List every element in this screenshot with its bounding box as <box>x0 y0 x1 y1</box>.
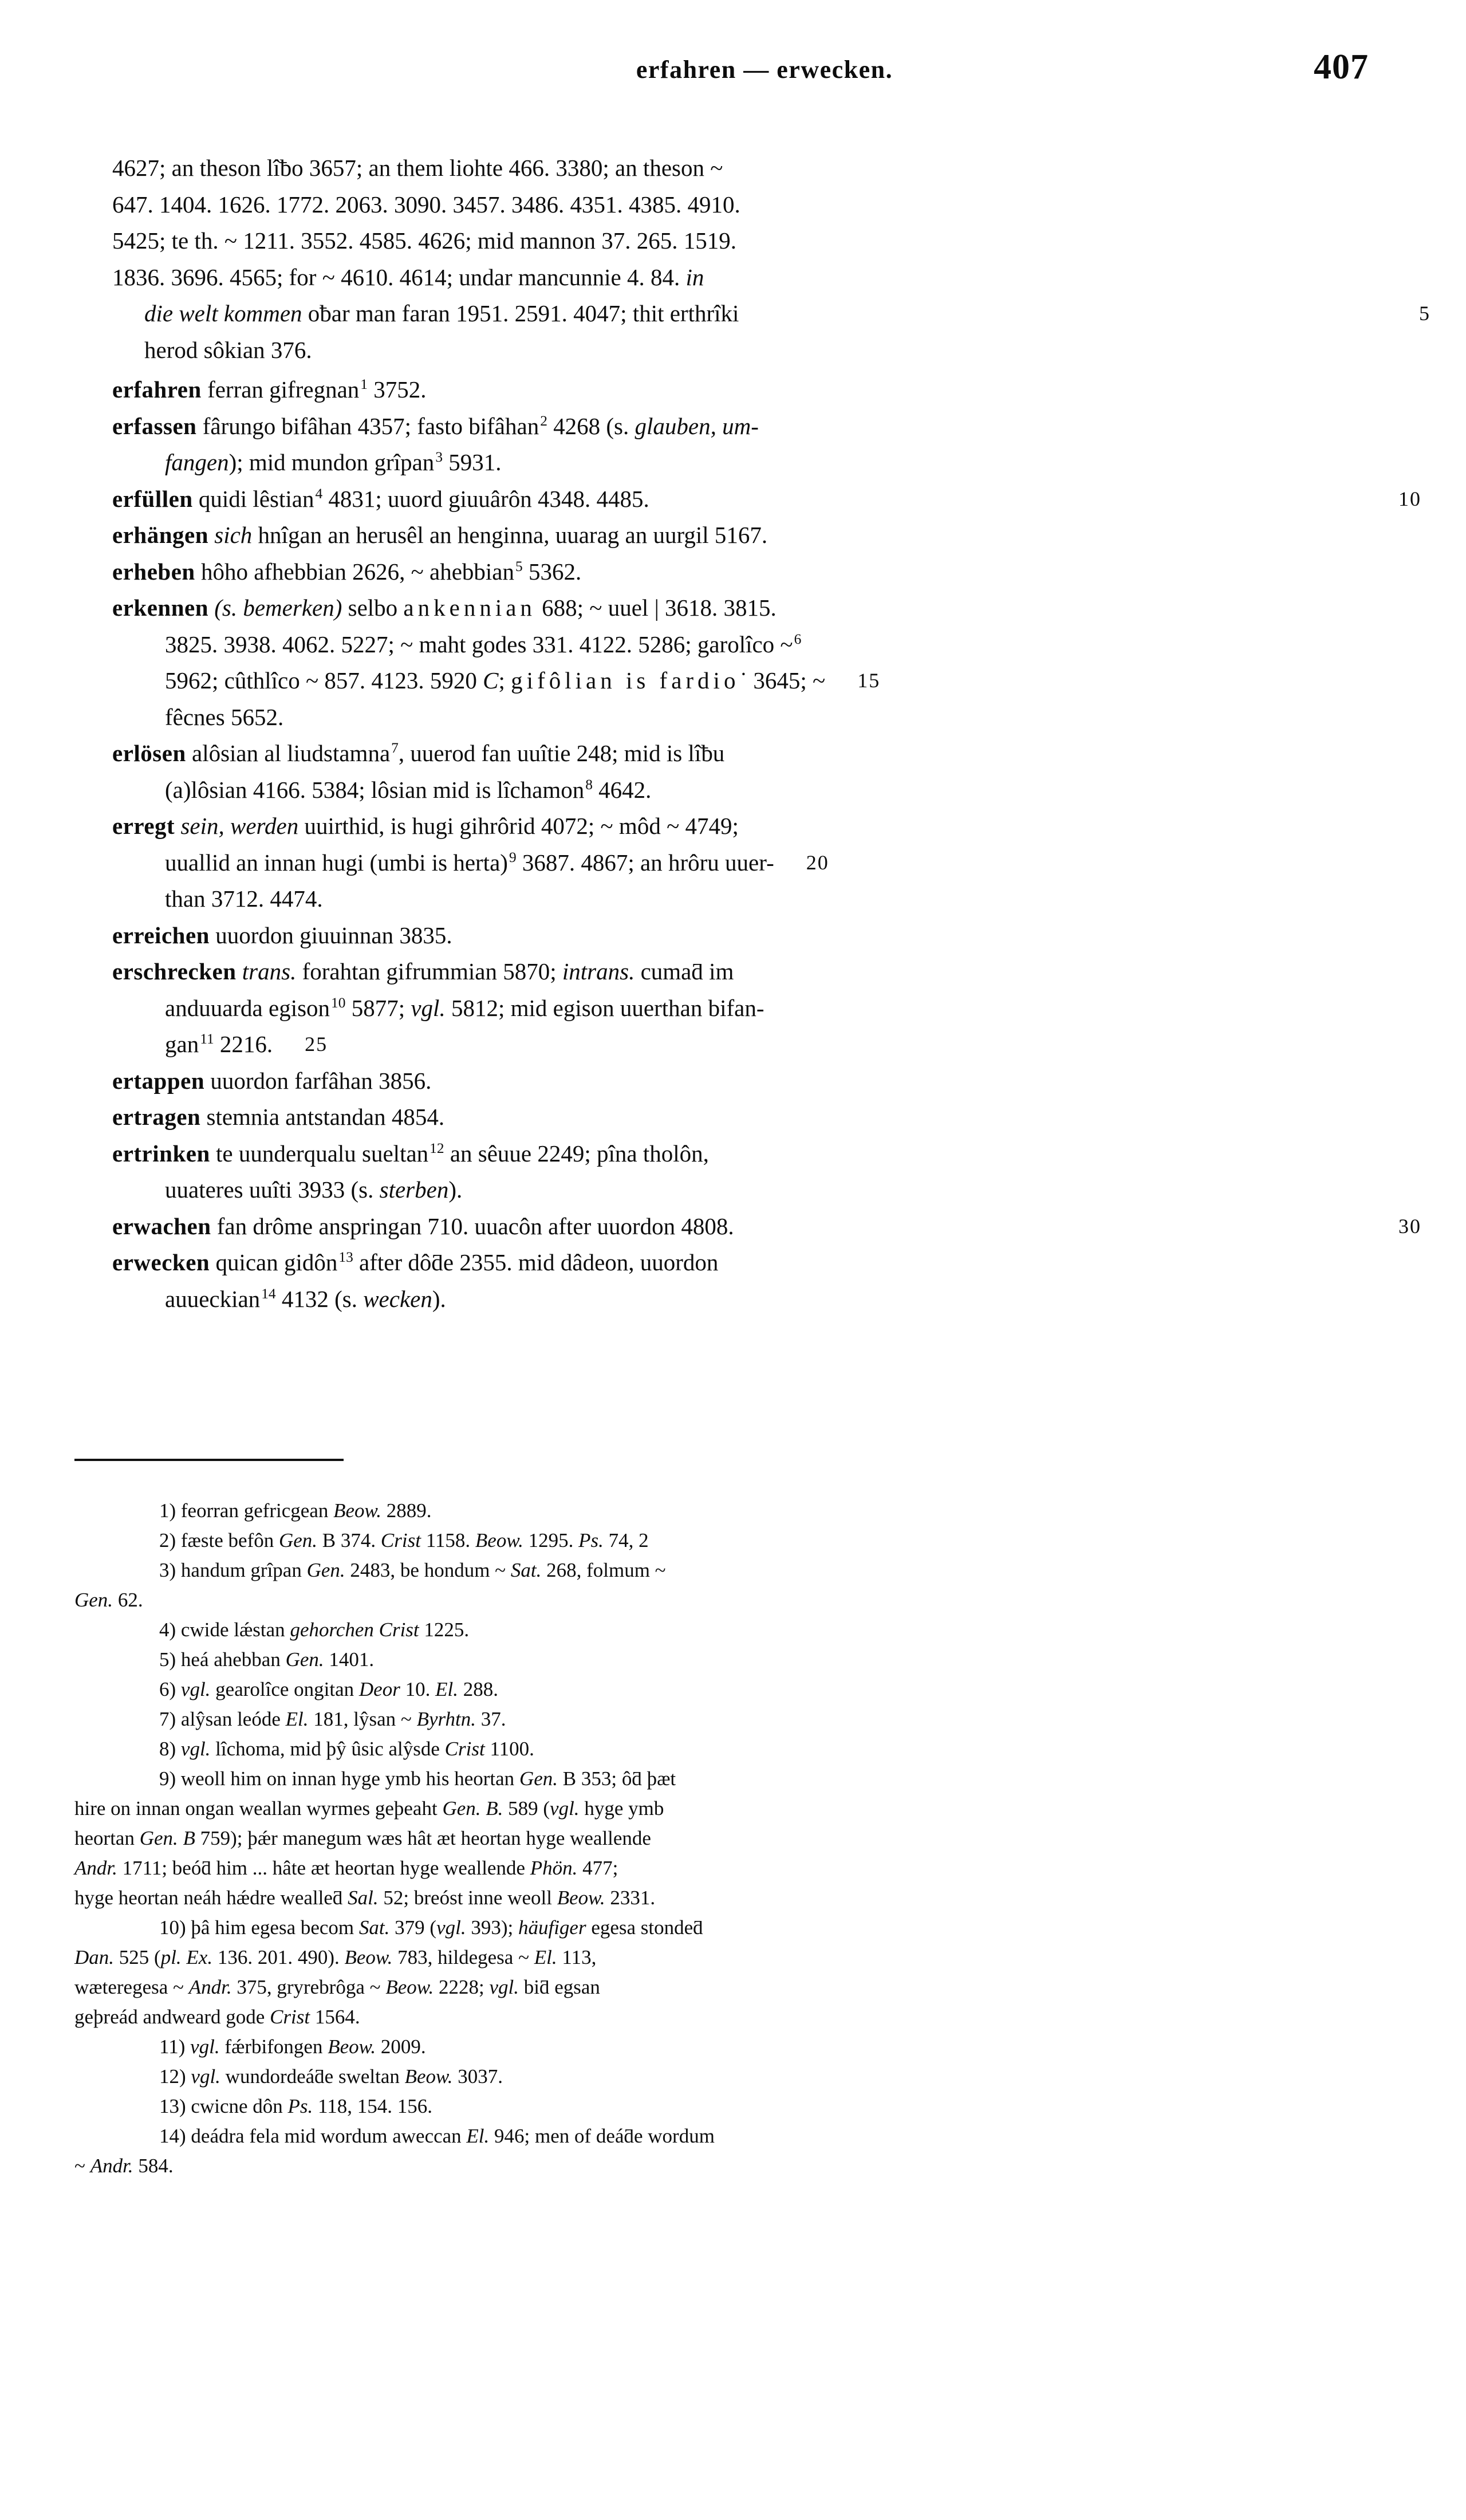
continuation-block <box>112 150 1430 368</box>
page-number: 407 <box>1314 48 1369 86</box>
footnote-text: 118, 154. 156. <box>313 2095 432 2117</box>
footnote-text: 783, hildegesa ~ <box>392 1946 534 1968</box>
footnote-ref[interactable]: 13 <box>338 1249 353 1266</box>
entry-italic: (s. bemerken) <box>208 594 342 621</box>
footnote-text: 1564. <box>310 2006 360 2028</box>
footnote-text: 2228; <box>434 1976 490 1998</box>
continuation-line <box>112 223 1366 259</box>
footnote-ref[interactable]: 6 <box>794 631 802 647</box>
entry-erschrecken: erschrecken trans. forahtan gifrummian 5870; intrans. cumaƌ im anduuarda egison$^{10}$ 5877; vgl. 5812; mid egison uuerthan bifan- gan$^{11}$ 2216. 25 <box>112 958 764 1057</box>
footnote-italic: Sat. <box>510 1559 542 1581</box>
footnote-text: 52; breóst inne weoll <box>378 1887 557 1909</box>
entry-italic: trans. <box>236 958 297 985</box>
page-title: erfahren — erwecken. <box>636 56 893 84</box>
footnote-text: feorran gefricgean <box>176 1499 334 1522</box>
footnote-text: wæteregesa ~ <box>74 1976 189 1998</box>
footnote-italic: El. <box>435 1678 458 1700</box>
entry-text: 688; ~ uuel | 3618. 3815. <box>535 594 777 621</box>
footnote-text: 113, <box>557 1946 597 1968</box>
footnote-italic: Gen. <box>519 1767 558 1790</box>
footnote-number: 14) <box>159 2125 186 2147</box>
footnote-italic: Beow. <box>333 1499 382 1522</box>
footnote-italic: Crist <box>444 1738 485 1760</box>
glossary-body <box>112 150 1430 1317</box>
footnote-ref[interactable]: 14 <box>261 1285 276 1302</box>
footnote-italic: El. <box>466 2125 490 2147</box>
entry-italic: sterben <box>379 1176 449 1203</box>
entry-erfuellen: erfüllen quidi lêstian$^4$ 4831; uuord giuuârôn 4348. 4485. 10 <box>112 485 1421 512</box>
continuation-line <box>112 259 1366 296</box>
footnote-ref[interactable]: 1 <box>360 376 368 393</box>
continuation-text: 647. 1404. 1626. 1772. 2063. 3090. 3457. 3486. 4351. 4385. 4910. <box>112 191 740 218</box>
footnote-italic: Andr. <box>74 1857 117 1879</box>
entry-text: gan <box>165 1031 199 1057</box>
entry-text: selbo <box>342 594 404 621</box>
entry-text: 4132 (s. <box>275 1285 364 1312</box>
footnote-italic: Beow. <box>385 1976 434 1998</box>
entry-erwecken <box>112 1245 1366 1317</box>
footnote-text: handum grîpan <box>176 1559 307 1581</box>
footnote-text: 375, gryrebrôga ~ <box>231 1976 386 1998</box>
footnote-number: 3) <box>159 1559 176 1581</box>
footnote-text: geþreád andweard gode <box>74 2006 270 2028</box>
footnote-text: gearolîce ongitan <box>210 1678 359 1700</box>
footnote-italic: Sal. <box>348 1887 379 1909</box>
footnote-italic: Dan. <box>74 1946 115 1968</box>
entry-erhaengen <box>112 517 1366 554</box>
footnote-text: fǽrbifongen <box>219 2035 328 2058</box>
entry-erheben <box>112 554 1366 590</box>
headword: erregt <box>112 813 175 839</box>
continuation-line <box>144 332 1366 369</box>
continuation-italic: in <box>685 263 704 290</box>
entry-text: (a)lôsian 4166. 5384; lôsian mid is lîchamon <box>165 776 585 803</box>
entry-erfahren <box>112 372 1366 408</box>
entry-italic: C <box>483 667 499 694</box>
entry-text: 5362. <box>522 558 582 585</box>
footnote-text: 2889. <box>381 1499 432 1522</box>
continuation-text: oƀar man faran 1951. 2591. 4047; thit erthrîki <box>302 300 739 326</box>
footnote-13 <box>74 2092 1360 2121</box>
footnote-text: 1295. <box>523 1529 579 1552</box>
footnote-italic: Crist <box>270 2006 310 2028</box>
footnote-italic: vgl. <box>550 1797 580 1820</box>
footnote-3 <box>74 1556 1360 1615</box>
entry-text: te uunderqualu sueltan <box>210 1140 429 1167</box>
entry-text: fêcnes 5652. <box>165 703 284 730</box>
entry-text: auueckian <box>165 1285 261 1312</box>
entry-text: ); mid mundon grîpan <box>228 449 435 475</box>
footnote-italic: häufiger <box>518 1916 586 1939</box>
entry-text: ; <box>498 667 511 694</box>
footnote-7 <box>74 1704 1360 1734</box>
entry-text: fan drôme anspringan 710. uuacôn after uuordon 4808. <box>211 1212 734 1239</box>
footnote-text: ~ <box>74 2155 90 2177</box>
footnote-number: 1) <box>159 1499 176 1522</box>
footnote-text: 379 ( <box>389 1916 437 1939</box>
headword: erkennen <box>112 594 208 621</box>
footnote-italic: pl. Ex. <box>160 1946 213 1968</box>
footnote-number: 5) <box>159 1648 176 1671</box>
footnote-ref[interactable]: 3 <box>435 449 443 466</box>
footnote-text: 181, lŷsan ~ <box>308 1708 417 1730</box>
entry-erwachen: erwachen fan drôme anspringan 710. uuacôn after uuordon 4808. 30 <box>112 1212 1421 1239</box>
footnote-italic: vgl. <box>489 1976 519 1998</box>
entry-text: ). <box>432 1285 446 1312</box>
footnote-text: 1100. <box>484 1738 534 1760</box>
footnote-italic: Andr. <box>188 1976 232 1998</box>
continuation-text: herod sôkian 376. <box>144 336 312 363</box>
footnote-ref[interactable]: 4 <box>315 485 323 502</box>
entry-text: anduuarda egison <box>165 994 330 1021</box>
headword: ertrinken <box>112 1140 210 1167</box>
footnote-text: 3037. <box>452 2065 503 2088</box>
entry-text: alôsian al liudstamna <box>186 740 391 766</box>
running-head <box>109 48 1369 107</box>
footnote-number: 4) <box>159 1619 176 1641</box>
footnote-text: 268, folmum ~ <box>541 1559 666 1581</box>
footnote-text: cwicne dôn <box>186 2095 288 2117</box>
headword: erfassen <box>112 412 197 439</box>
footnote-italic: Beow. <box>404 2065 453 2088</box>
headword: erheben <box>112 558 195 585</box>
continuation-text: 5425; te th. ~ 1211. 3552. 4585. 4626; mid mannon 37. 265. 1519. <box>112 227 737 254</box>
footnote-10 <box>74 1913 1360 2032</box>
entry-text: 2216. <box>214 1031 273 1057</box>
entry-text: uuirthid, is hugi gihrôrid 4072; ~ môd ~ 4749; <box>298 813 739 839</box>
entry-ertrinken <box>112 1136 1366 1208</box>
footnote-number: 7) <box>159 1708 176 1730</box>
footnote-number: 8) <box>159 1738 176 1760</box>
footnote-italic: Deor <box>358 1678 400 1700</box>
footnote-text: heá ahebban <box>176 1648 286 1671</box>
footnote-ref[interactable]: 7 <box>391 740 399 757</box>
footnote-ref[interactable]: 2 <box>540 412 547 429</box>
continuation-line: die welt kommen oƀar man faran 1951. 2591. 4047; thit erthrîki 5 <box>144 300 1430 326</box>
entry-text: quican gidôn <box>210 1249 338 1275</box>
footnote-divider <box>74 1459 344 1461</box>
entry-italic: vgl. <box>411 994 446 1021</box>
headword: erwachen <box>112 1212 211 1239</box>
footnote-text: 946; men of deáƌe wordum <box>489 2125 715 2147</box>
entry-text: 3752. <box>367 376 427 403</box>
headword: ertragen <box>112 1104 201 1130</box>
footnote-number: 9) <box>159 1767 176 1790</box>
continuation-line <box>112 150 1366 187</box>
footnote-number: 12) <box>159 2065 186 2088</box>
footnote-text: 1401. <box>324 1648 375 1671</box>
footnote-italic: vgl. <box>180 1738 211 1760</box>
footnote-italic: Beow. <box>344 1946 393 1968</box>
footnote-italic: Gen. <box>74 1589 113 1611</box>
headword: erfüllen <box>112 485 193 512</box>
footnote-text: 584. <box>133 2155 174 2177</box>
continuation-line <box>112 187 1366 223</box>
footnote-ref[interactable]: 8 <box>585 776 593 793</box>
entry-erfassen <box>112 408 1366 481</box>
footnote-text: wundordeáƌe sweltan <box>220 2065 405 2088</box>
footnote-text: 1711; beóƌ him ... hâte æt heortan hyge weallende <box>117 1857 530 1879</box>
footnote-text: 1158. <box>420 1529 475 1552</box>
footnote-12 <box>74 2062 1360 2092</box>
footnote-ref[interactable]: 9 <box>509 849 517 865</box>
footnote-italic: Beow. <box>557 1887 605 1909</box>
entry-ertappen <box>112 1063 1366 1100</box>
entry-erreichen <box>112 918 1366 954</box>
entry-italic: intrans. <box>562 958 635 985</box>
footnote-text: 74, 2 <box>603 1529 649 1552</box>
continuation-text: 4627; an theson lîƀo 3657; an them liohte 466. 3380; an theson ~ <box>112 155 723 181</box>
footnote-text: 1225. <box>419 1619 470 1641</box>
footnote-text: lîchoma, mid þŷ ûsic alŷsde <box>210 1738 445 1760</box>
entry-spaced-text: ankennian <box>403 594 536 621</box>
entry-italic: sein, werden <box>175 813 299 839</box>
entry-text: quidi lêstian <box>192 485 314 512</box>
footnote-text: 136. 201. 490). <box>212 1946 345 1968</box>
entry-text: forahtan gifrummian 5870; <box>296 958 562 985</box>
footnote-italic: Ps. <box>287 2095 313 2117</box>
entry-text: 4642. <box>592 776 652 803</box>
footnote-number: 6) <box>159 1678 176 1700</box>
entry-text: ferran gifregnan <box>201 376 360 403</box>
footnote-text: deádra fela mid wordum aweccan <box>186 2125 467 2147</box>
footnote-italic: Gen. B <box>139 1827 195 1849</box>
footnote-text: hyge heortan neáh hǽdre wealleƌ <box>74 1887 348 1909</box>
footnote-text: 2009. <box>376 2035 426 2058</box>
headword: erlösen <box>112 740 186 766</box>
entry-italic: glauben, um- <box>635 412 759 439</box>
footnote-text: 288. <box>458 1678 498 1700</box>
footnote-text: 10. <box>400 1678 436 1700</box>
entry-text: hôho afhebbian 2626, ~ ahebbian <box>195 558 515 585</box>
entry-text: uuordon giuuinnan 3835. <box>209 922 452 948</box>
footnote-text: 37. <box>475 1708 506 1730</box>
headword: erreichen <box>112 922 210 948</box>
footnote-italic: Beow. <box>475 1529 523 1552</box>
entry-text: than 3712. 4474. <box>165 885 323 912</box>
footnote-text: hire on innan ongan weallan wyrmes geþeaht <box>74 1797 443 1820</box>
footnote-4 <box>74 1615 1360 1645</box>
footnote-italic: Gen. <box>278 1529 318 1552</box>
footnote-ref[interactable]: 5 <box>515 558 523 574</box>
footnote-text: B 374. <box>317 1529 381 1552</box>
footnote-text: B 353; ôƌ þæt <box>558 1767 676 1790</box>
footnote-italic: El. <box>285 1708 309 1730</box>
entry-text: fârungo bifâhan 4357; fasto bifâhan <box>196 412 539 439</box>
entry-erregt: erregt sein, werden uuirthid, is hugi gihrôrid 4072; ~ môd ~ 4749; uuallid an innan hugi (umbi is herta)$^9$ 3687. 4867; an hrôru uuer- 20 than 3712. 4474. <box>112 813 829 912</box>
footnote-ref[interactable]: 11 <box>200 1031 214 1048</box>
entry-text: 5877; <box>345 994 411 1021</box>
entry-italic: sich <box>208 522 253 548</box>
entry-text: ). <box>448 1176 463 1203</box>
entry-italic: fangen <box>165 449 229 475</box>
footnote-italic: Beow. <box>328 2035 376 2058</box>
entry-italic: wecken <box>363 1285 432 1312</box>
footnote-1 <box>74 1496 1360 1526</box>
footnote-text: 525 ( <box>114 1946 161 1968</box>
footnote-9 <box>74 1764 1360 1913</box>
footnote-italic: vgl. <box>191 2065 220 2088</box>
footnote-text: weoll him on innan hyge ymb his heortan <box>176 1767 519 1790</box>
entry-text: 3687. 4867; an hrôru uuer- <box>516 849 774 876</box>
entry-text: uuordon farfâhan 3856. <box>204 1067 432 1094</box>
footnote-number: 10) <box>159 1916 186 1939</box>
footnote-text: alŷsan leóde <box>176 1708 286 1730</box>
entry-erkennen: erkennen (s. bemerken) selbo ankennian 688; ~ uuel | 3618. 3815. 3825. 3938. 4062. 5227; ~ maht godes 331. 4122. 5286; garolîco ~$^6$ 5962; cûthlîco ~ 857. 4123. 5920 C; gifôlian is fardio˙ 3645; ~ 15 fêcnes 5652. <box>112 594 881 730</box>
headword: erschrecken <box>112 958 237 985</box>
footnote-ref[interactable]: 10 <box>331 994 346 1011</box>
footnote-italic: Crist <box>380 1529 421 1552</box>
entry-text: uuateres uuîti 3933 (s. <box>165 1176 380 1203</box>
footnote-italic: vgl. <box>436 1916 466 1939</box>
footnote-text: 2483, be hondum ~ <box>345 1559 511 1581</box>
entry-text: stemnia antstandan 4854. <box>200 1104 445 1130</box>
continuation-italic: die welt kommen <box>144 300 302 326</box>
continuation-text: 1836. 3696. 4565; for ~ 4610. 4614; undar mancunnie 4. 84. <box>112 263 686 290</box>
entry-ertragen <box>112 1099 1366 1136</box>
footnote-text: cwide lǽstan <box>176 1619 290 1641</box>
entry-text: hnîgan an herusêl an henginna, uuarag an uurgil 5167. <box>252 522 768 548</box>
footnote-number: 2) <box>159 1529 176 1552</box>
entry-text: 3825. 3938. 4062. 5227; ~ maht godes 331. 4122. 5286; garolîco ~ <box>165 631 793 657</box>
entry-text: , uuerod fan uuîtie 248; mid is lîƀu <box>398 740 725 766</box>
footnote-11 <box>74 2032 1360 2062</box>
footnote-14 <box>74 2121 1360 2181</box>
entry-text: cumaƌ im <box>635 958 734 985</box>
entry-text: ˙ 3645; ~ <box>739 667 826 694</box>
entry-text: 5812; mid egison uuerthan bifan- <box>445 994 764 1021</box>
footnote-2 <box>74 1526 1360 1556</box>
entry-erloesen <box>112 735 1366 808</box>
footnote-italic: Gen. <box>285 1648 324 1671</box>
headword: erhängen <box>112 522 208 548</box>
footnote-6 <box>74 1675 1360 1704</box>
entry-text: uuallid an innan hugi (umbi is herta) <box>165 849 508 876</box>
footnote-ref[interactable]: 12 <box>429 1140 444 1156</box>
footnote-italic: gehorchen Crist <box>290 1619 419 1641</box>
entry-text: after dôƌe 2355. mid dâdeon, uuordon <box>353 1249 719 1275</box>
footnote-text: biƌ egsan <box>518 1976 600 1998</box>
entry-text: 4268 (s. <box>547 412 635 439</box>
footnote-italic: Gen. <box>306 1559 345 1581</box>
entry-text: 5931. <box>443 449 502 475</box>
footnote-number: 11) <box>159 2035 186 2058</box>
footnote-italic: El. <box>534 1946 557 1968</box>
footnote-number: 13) <box>159 2095 186 2117</box>
footnote-italic: vgl. <box>180 1678 211 1700</box>
entry-text: an sêuue 2249; pîna tholôn, <box>444 1140 709 1167</box>
footnote-text: fæste befôn <box>176 1529 279 1552</box>
footnote-8 <box>74 1734 1360 1764</box>
footnote-text: 2331. <box>605 1887 656 1909</box>
headword: erwecken <box>112 1249 210 1275</box>
footnote-text: 759); þǽr manegum wæs hât æt heortan hyge weallende <box>195 1827 651 1849</box>
entry-text: 4831; uuord giuuârôn 4348. 4485. <box>322 485 649 512</box>
footnote-text: heortan <box>74 1827 140 1849</box>
footnote-text: hyge ymb <box>579 1797 664 1820</box>
entry-text: 5962; cûthlîco ~ 857. 4123. 5920 <box>165 667 483 694</box>
headword: erfahren <box>112 376 202 403</box>
footnote-text: þâ him egesa becom <box>186 1916 359 1939</box>
footnote-text: 477; <box>577 1857 618 1879</box>
footnote-italic: Andr. <box>90 2155 133 2177</box>
footnote-text: egesa stondeƌ <box>586 1916 703 1939</box>
footnote-text: 393); <box>466 1916 518 1939</box>
footnote-italic: Byrhtn. <box>416 1708 476 1730</box>
footnote-italic: Gen. B. <box>442 1797 503 1820</box>
footnote-text: 589 ( <box>503 1797 550 1820</box>
headword: ertappen <box>112 1067 205 1094</box>
footnote-italic: Phön. <box>530 1857 578 1879</box>
footnote-italic: Ps. <box>578 1529 604 1552</box>
footnote-5 <box>74 1645 1360 1675</box>
entry-spaced-text: gifôlian is fardio <box>511 667 740 694</box>
footnote-italic: Sat. <box>358 1916 390 1939</box>
footnote-italic: vgl. <box>190 2035 220 2058</box>
footnotes-section <box>74 1496 1360 2181</box>
footnote-text: 62. <box>113 1589 143 1611</box>
